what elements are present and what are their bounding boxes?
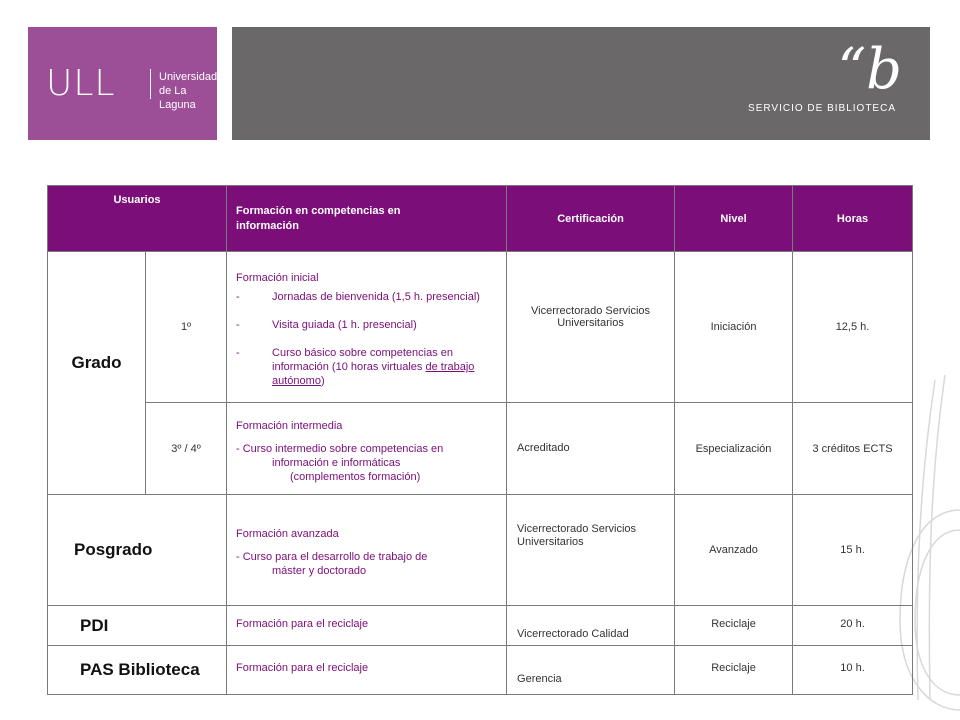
horas-cell: 15 h. (793, 495, 913, 606)
ull-logo-mark: ULL (46, 63, 116, 104)
formacion-title: Formación avanzada (236, 528, 339, 540)
logo-separator (150, 69, 151, 99)
formacion-cell: Formación para el reciclaje (227, 646, 507, 695)
formacion-cell: Formación para el reciclaje (227, 606, 507, 646)
list-item: - Visita guiada (1 h. presencial) (236, 319, 417, 331)
nivel-cell: Reciclaje (675, 606, 793, 646)
nivel-cell: Iniciación (675, 252, 793, 403)
table-row (48, 252, 913, 403)
table-row (48, 495, 913, 606)
row-label-pas-biblioteca: PAS Biblioteca (48, 646, 227, 695)
ull-logo (28, 27, 217, 140)
formacion-list (236, 290, 494, 388)
nivel-cell: Especialización (675, 403, 793, 495)
certificacion-cell: Vicerrectorado Servicios Universitarios (507, 252, 675, 403)
certificacion-cell: Gerencia (507, 646, 675, 695)
certificacion-cell: Vicerrectorado Servicios Universitarios (507, 495, 675, 606)
header-nivel: Nivel (675, 186, 793, 252)
table-row (48, 606, 913, 646)
row-label-posgrado: Posgrado (48, 495, 227, 606)
horas-cell: 20 h. (793, 606, 913, 646)
curso-cell: 3º / 4º (146, 403, 227, 495)
table-header-row (48, 186, 913, 252)
formacion-title: Formación intermedia (236, 419, 343, 432)
certificacion-cell: Vicerrectorado Calidad (507, 606, 675, 646)
formacion-cell (227, 252, 507, 403)
formacion-cell: Formación intermedia - Curso intermedio sobre competencias en información e informáticas (complementos formación) (227, 403, 507, 495)
row-label-grado: Grado (48, 252, 146, 495)
header-certificacion: Certificación (507, 186, 675, 252)
university-name: Universidad de La Laguna (159, 71, 218, 111)
library-banner (232, 27, 930, 140)
header-horas: Horas (793, 186, 913, 252)
header-usuarios: Usuarios (48, 186, 227, 252)
formacion-title: Formación inicial (236, 272, 319, 284)
header-formacion: Formación en competencias en información (227, 186, 507, 252)
horas-cell: 10 h. (793, 646, 913, 695)
horas-cell: 3 créditos ECTS (793, 403, 913, 495)
table-row (48, 646, 913, 695)
formacion-cell: Formación avanzada - Curso para el desarrollo de trabajo de máster y doctorado (227, 495, 507, 606)
training-table (47, 185, 913, 695)
table-row (48, 403, 913, 495)
nivel-cell: Avanzado (675, 495, 793, 606)
certificacion-cell: Acreditado (507, 403, 675, 495)
curso-cell: 1º (146, 252, 227, 403)
library-label: SERVICIO DE BIBLIOTECA (748, 103, 896, 114)
list-item: - Curso básico sobre competencias en información (10 horas virtuales de trabajo autónomo) (236, 347, 475, 387)
row-label-pdi: PDI (48, 606, 227, 646)
nivel-cell: Reciclaje (675, 646, 793, 695)
horas-cell: 12,5 h. (793, 252, 913, 403)
library-logo-mark: “b (837, 37, 902, 102)
list-item: - Jornadas de bienvenida (1,5 h. presencial) (236, 291, 480, 303)
